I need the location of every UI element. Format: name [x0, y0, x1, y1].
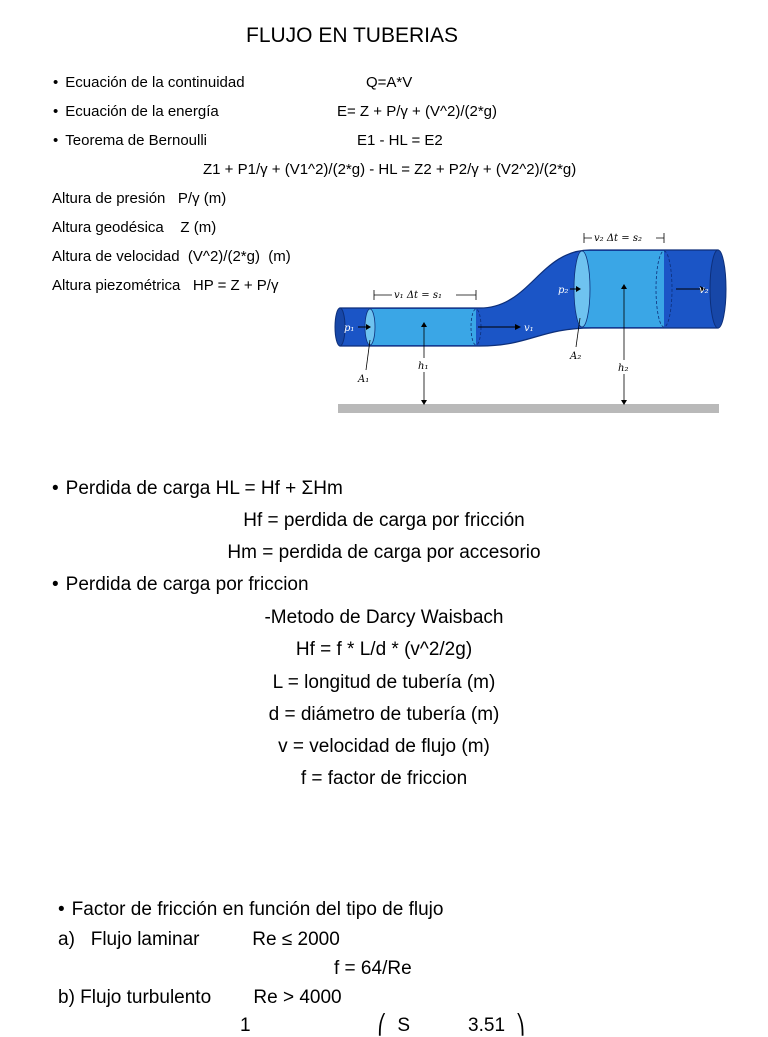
darcy-method: -Metodo de Darcy Waisbach — [264, 607, 504, 628]
bernoulli-label: • Teorema de Bernoulli — [53, 132, 207, 149]
friction-loss-bullet: • Perdida de carga por friccion — [52, 574, 309, 596]
label-s1: v₁ Δt = s₁ — [394, 290, 442, 301]
laminar-formula: f = 64/Re — [334, 958, 412, 979]
pipe-outlet — [710, 250, 726, 328]
diameter-definition: d = diámetro de tubería (m) — [268, 704, 500, 725]
hm-definition: Hm = perdida de carga por accesorio — [227, 542, 541, 563]
turbulent-flow: b) Flujo turbulento Re > 4000 — [58, 987, 342, 1008]
hf-definition: Hf = perdida de carga por fricción — [243, 510, 525, 531]
cut-off-equation: 1 ⎛ S 3.51 ⎞ — [240, 1015, 526, 1036]
laminar-flow: a) Flujo laminar Re ≤ 2000 — [58, 929, 340, 950]
label-v2: v₂ — [699, 285, 709, 296]
label-a2: A₂ — [570, 351, 582, 362]
pressure-height: Altura de presión P/γ (m) — [52, 190, 227, 207]
velocity-definition: v = velocidad de flujo (m) — [278, 736, 490, 757]
friction-factor-bullet: • Factor de fricción en función del tipo de flujo — [58, 899, 443, 921]
bernoulli-formula: E1 - HL = E2 — [357, 132, 443, 149]
continuity-label: • Ecuación de la continuidad — [53, 74, 245, 91]
label-p1: p₁ — [344, 323, 355, 334]
darcy-formula: Hf = f * L/d * (v^2/2g) — [295, 639, 473, 660]
page-title: FLUJO EN TUBERIAS — [246, 24, 458, 47]
factor-definition: f = factor de friccion — [300, 768, 468, 789]
head-loss-bullet: • Perdida de carga HL = Hf + ΣHm — [52, 478, 343, 500]
label-h2: h₂ — [618, 363, 629, 374]
piezometric-height: Altura piezométrica HP = Z + P/γ — [52, 277, 279, 294]
label-a1: A₁ — [358, 374, 370, 385]
label-v1: v₁ — [524, 323, 534, 334]
bernoulli-full-equation: Z1 + P1/γ + (V1^2)/(2*g) - HL = Z2 + P2/γ + (V2^2)/(2*g) — [203, 161, 577, 178]
energy-formula: E= Z + P/γ + (V^2)/(2*g) — [337, 103, 498, 120]
label-h1: h₁ — [418, 361, 429, 372]
length-definition: L = longitud de tubería (m) — [272, 672, 496, 693]
label-p2: p₂ — [558, 285, 569, 296]
pipe-flow-diagram — [330, 222, 726, 418]
velocity-height: Altura de velocidad (V^2)/(2*g) (m) — [52, 248, 291, 265]
cut-off-equation-strip — [0, 1010, 768, 1036]
label-s2: v₂ Δt = s₂ — [594, 233, 642, 244]
energy-label: • Ecuación de la energía — [53, 103, 219, 120]
ground-bar — [338, 404, 719, 413]
continuity-formula: Q=A*V — [366, 74, 413, 91]
geodesic-height: Altura geodésica Z (m) — [52, 219, 217, 236]
